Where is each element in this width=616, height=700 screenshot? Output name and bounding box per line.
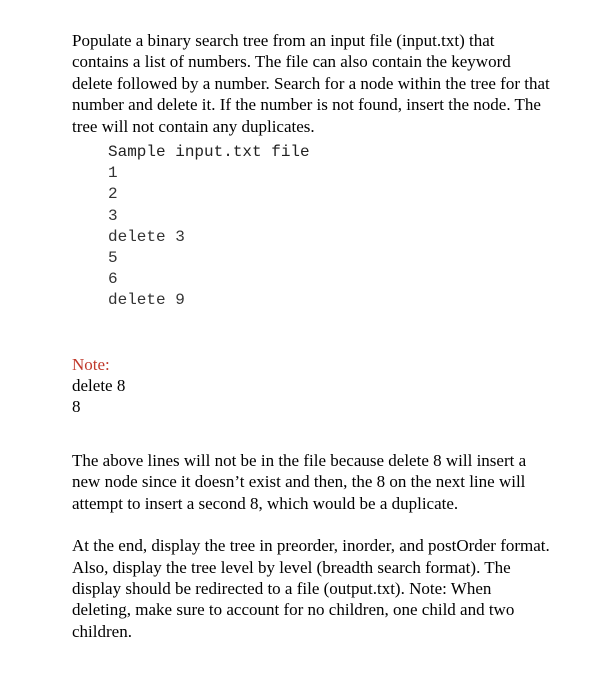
sample-line: delete 9 — [108, 291, 185, 310]
sample-line: 3 — [108, 206, 118, 225]
sample-line: 5 — [108, 249, 118, 268]
sample-title: Sample input.txt file — [108, 143, 310, 162]
note-label: Note: — [72, 354, 110, 374]
note-line: 8 — [72, 397, 81, 417]
sample-line: 1 — [108, 164, 118, 183]
intro-paragraph: Populate a binary search tree from an input file (input.txt) that contains a list of numbers. The file can also contain the keyword delete followed by a number. Search for a node within the tree for that number and delete it. If the number is not found, insert the node. The tree will not contain any duplicates. — [72, 31, 550, 136]
sample-line: delete 3 — [108, 227, 185, 246]
document — [72, 24, 552, 642]
note-line: delete 8 — [72, 376, 126, 396]
sample-line: 2 — [108, 185, 118, 204]
sample-input-block — [108, 142, 552, 312]
explanation-paragraph: The above lines will not be in the file because delete 8 will insert a new node since it doesn’t exist and then, the 8 on the next line will attempt to insert a second 8, which would be a duplicate. — [72, 450, 527, 513]
final-paragraph: At the end, display the tree in preorder, inorder, and postOrder format. Also, display the tree level by level (breadth search format). The display should be redirected to a file (output.txt). Note: When deleting, make sure to account for no children, one child and two children. — [72, 536, 550, 641]
sample-line: 6 — [108, 270, 118, 289]
